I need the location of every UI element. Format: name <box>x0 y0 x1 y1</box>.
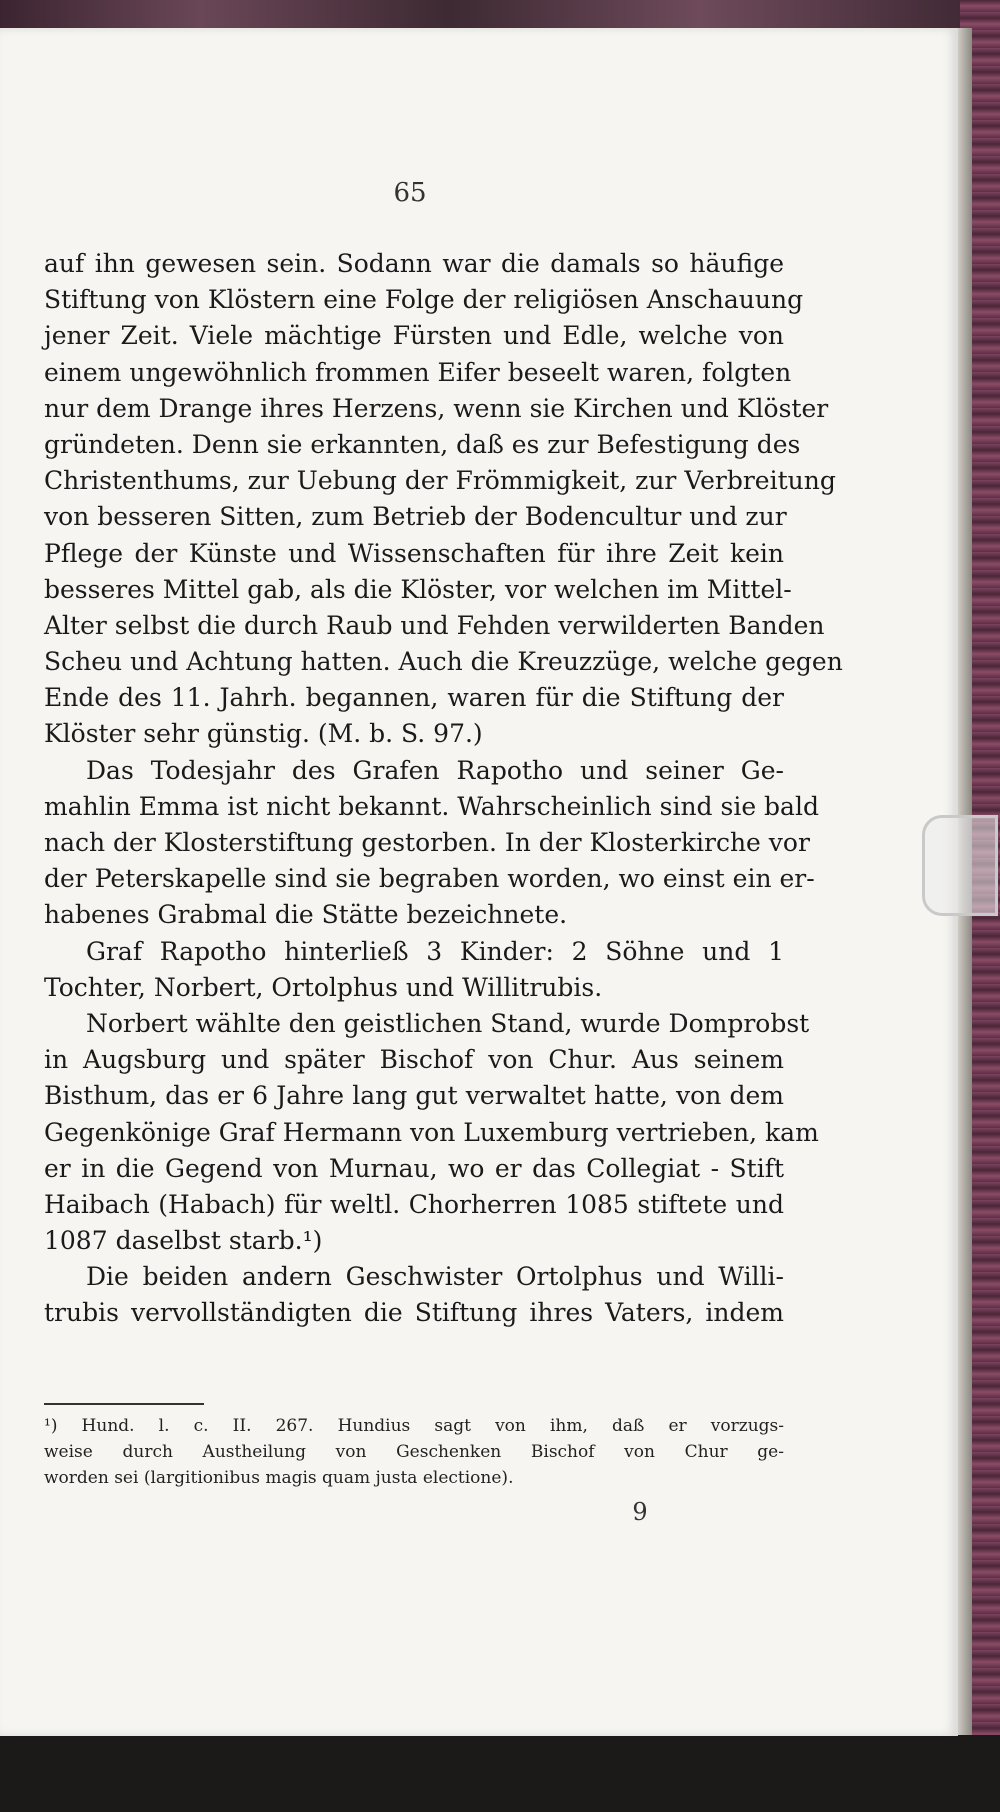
text-line: Das Todesjahr des Grafen Rapotho und seiner Ge- <box>86 755 784 785</box>
text-line: Alter selbst die durch Raub und Fehden verwilderten Banden <box>44 610 825 640</box>
text-line: auf ihn gewesen sein. Sodann war die damals so häufige <box>44 249 784 278</box>
text-line: Haibach (Habach) für weltl. Chorherren 1085 stiftete und <box>44 1189 784 1219</box>
text-line: gründeten. Denn sie erkannten, daß es zur Befestigung des <box>44 429 801 459</box>
footnotes <box>44 1413 784 1491</box>
text-line: nach der Klosterstiftung gestorben. In der Klosterkirche vor <box>44 828 810 857</box>
text-line: einem ungewöhnlich frommen Eifer beseelt waren, folgten <box>44 357 792 387</box>
text-line: Graf Rapotho hinterließ 3 Kinder: 2 Söhne und 1 <box>86 936 784 966</box>
footnote-line: worden sei (largitionibus magis quam justa electione). <box>44 1468 514 1488</box>
text-line: der Peterskapelle sind sie begraben worden, wo einst ein er- <box>44 864 815 894</box>
text-line: mahlin Emma ist nicht bekannt. Wahrscheinlich sind sie bald <box>44 791 819 821</box>
footnote-line: weise durch Austheilung von Geschenken Bischof von Chur ge- <box>44 1442 784 1462</box>
footnote-line: ¹) Hund. l. c. II. 267. Hundius sagt von ihm, daß er vorzugs- <box>44 1416 784 1436</box>
text-line: nur dem Drange ihres Herzens, wenn sie Kirchen und Klöster <box>44 393 829 423</box>
text-line: Scheu und Achtung hatten. Auch die Kreuzzüge, welche gegen <box>44 647 843 677</box>
text-line: Stiftung von Klöstern eine Folge der religiösen Anschauung <box>44 285 804 315</box>
text-line: Ende des 11. Jahrh. begannen, waren für die Stiftung der <box>44 683 784 713</box>
text-line: habenes Grabmal die Stätte bezeichnete. <box>44 900 568 930</box>
text-line: Klöster sehr günstig. (M. b. S. 97.) <box>44 719 483 749</box>
text-line: Bisthum, das er 6 Jahre lang gut verwaltet hatte, von dem <box>44 1081 784 1111</box>
text-line: Pflege der Künste und Wissenschaften für ihre Zeit kein <box>44 538 784 568</box>
text-line: besseres Mittel gab, als die Klöster, vor welchen im Mittel- <box>44 574 792 604</box>
text-line: Gegenkönige Graf Hermann von Luxemburg vertrieben, kam <box>44 1117 819 1147</box>
text-line: trubis vervollständigten die Stiftung ihres Vaters, indem <box>44 1298 784 1328</box>
text-line: von besseren Sitten, zum Betrieb der Bodencultur und zur <box>44 502 787 532</box>
text-line: Tochter, Norbert, Ortolphus und Willitrubis. <box>44 972 603 1002</box>
footnote-divider <box>44 1403 204 1405</box>
body-text <box>44 246 843 1332</box>
text-line: 1087 daselbst starb.¹) <box>44 1226 323 1256</box>
background-surface <box>0 1735 1000 1812</box>
text-line: Die beiden andern Geschwister Ortolphus und Willi- <box>86 1262 784 1292</box>
text-line: Christenthums, zur Uebung der Frömmigkeit, zur Verbreitung <box>44 466 836 496</box>
text-line: er in die Gegend von Murnau, wo er das Collegiat - Stift <box>44 1153 784 1183</box>
text-line: in Augsburg und später Bischof von Chur. Aus seinem <box>44 1045 784 1075</box>
book-page <box>0 28 958 1736</box>
text-line: Norbert wählte den geistlichen Stand, wurde Domprobst <box>86 1008 810 1038</box>
signature-mark: 9 <box>632 1498 648 1526</box>
page-number: 65 <box>393 178 427 208</box>
page-clip <box>922 815 998 916</box>
text-line: jener Zeit. Viele mächtige Fürsten und Edle, welche von <box>44 321 784 351</box>
